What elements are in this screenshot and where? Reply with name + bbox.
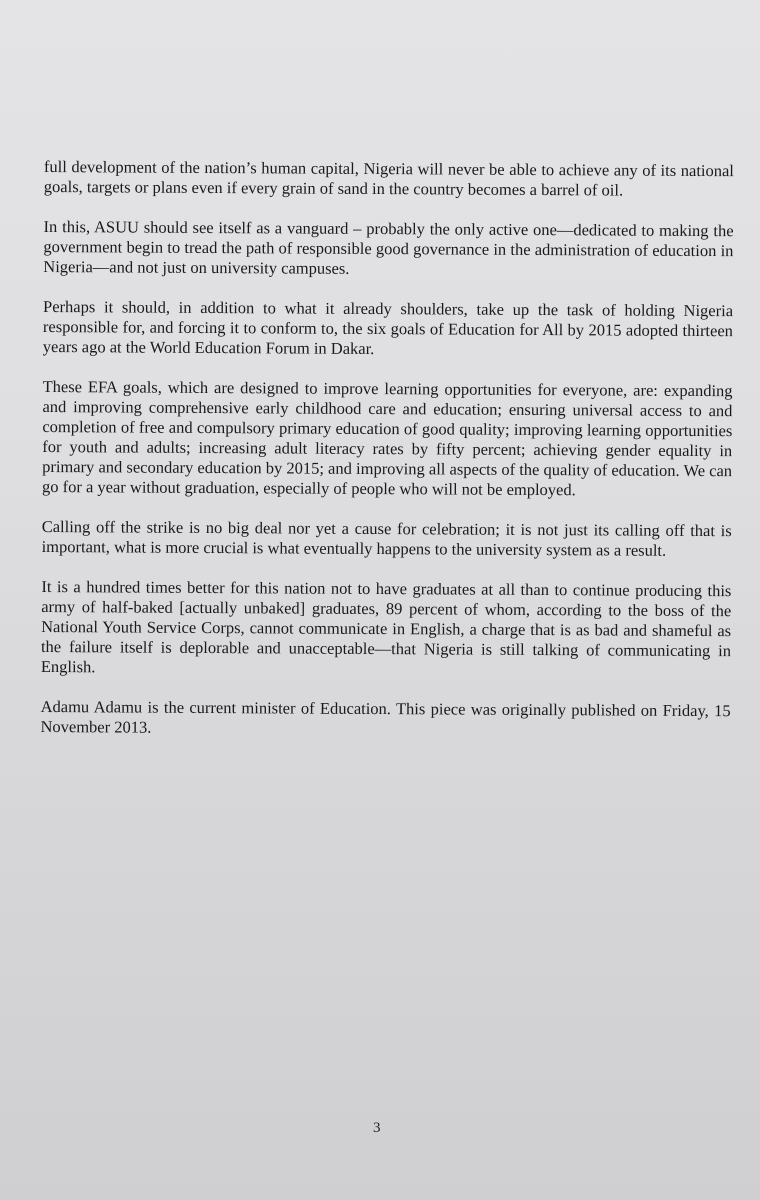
author-note: Adamu Adamu is the current minister of Education. This piece was originally published on Friday, 15 November 2013. xyxy=(40,696,731,737)
paragraph: full development of the nation’s human capital, Nigeria will never be able to achieve any of its national goals, targets or plans even if every grain of sand in the country becomes a barrel of oil. xyxy=(43,157,734,200)
paragraph: Calling off the strike is no big deal nor yet a cause for celebration; it is not just its calling off that is important, what is more crucial is what eventually happens to the university system as a result. xyxy=(41,516,732,560)
paragraph: In this, ASUU should see itself as a vanguard – probably the only active one—dedicated to making the government begin to tread the path of responsible good governance in the administration of education in Nigeria—and not just on university campuses. xyxy=(43,216,734,278)
paragraph: Perhaps it should, in addition to what it already shoulders, take up the task of holding Nigeria responsible for, and forcing it to conform to, the six goals of Education for All by 2015 adopted thirteen years ago at the World Education Forum in Dakar. xyxy=(42,296,734,359)
page-number: 3 xyxy=(373,1120,381,1136)
paragraph: It is a hundred times better for this nation not to have graduates at all than to continue producing this army of half-baked [actually unbaked] graduates, 89 percent of whom, according to the boss of the National Youth Service Corps, cannot communicate in English, a charge that is as bad and shameful as the failure itself is deplorable and unacceptable—that Nigeria is still talking of communicating in English. xyxy=(40,576,732,677)
document-body xyxy=(40,157,734,761)
paragraph: These EFA goals, which are designed to improve learning opportunities for everyone, are: expanding and improving comprehensive early childhood care and education; ensuring universal access to and completion of free and compulsory primary education of good quality; improving learning opportunities for youth and adults; increasing adult literacy rates by fifty percent; achieving gender equality in primary and secondary education by 2015; and improving all aspects of the quality of education. We can go for a year without graduation, especially of people who will not be employed. xyxy=(41,376,733,500)
